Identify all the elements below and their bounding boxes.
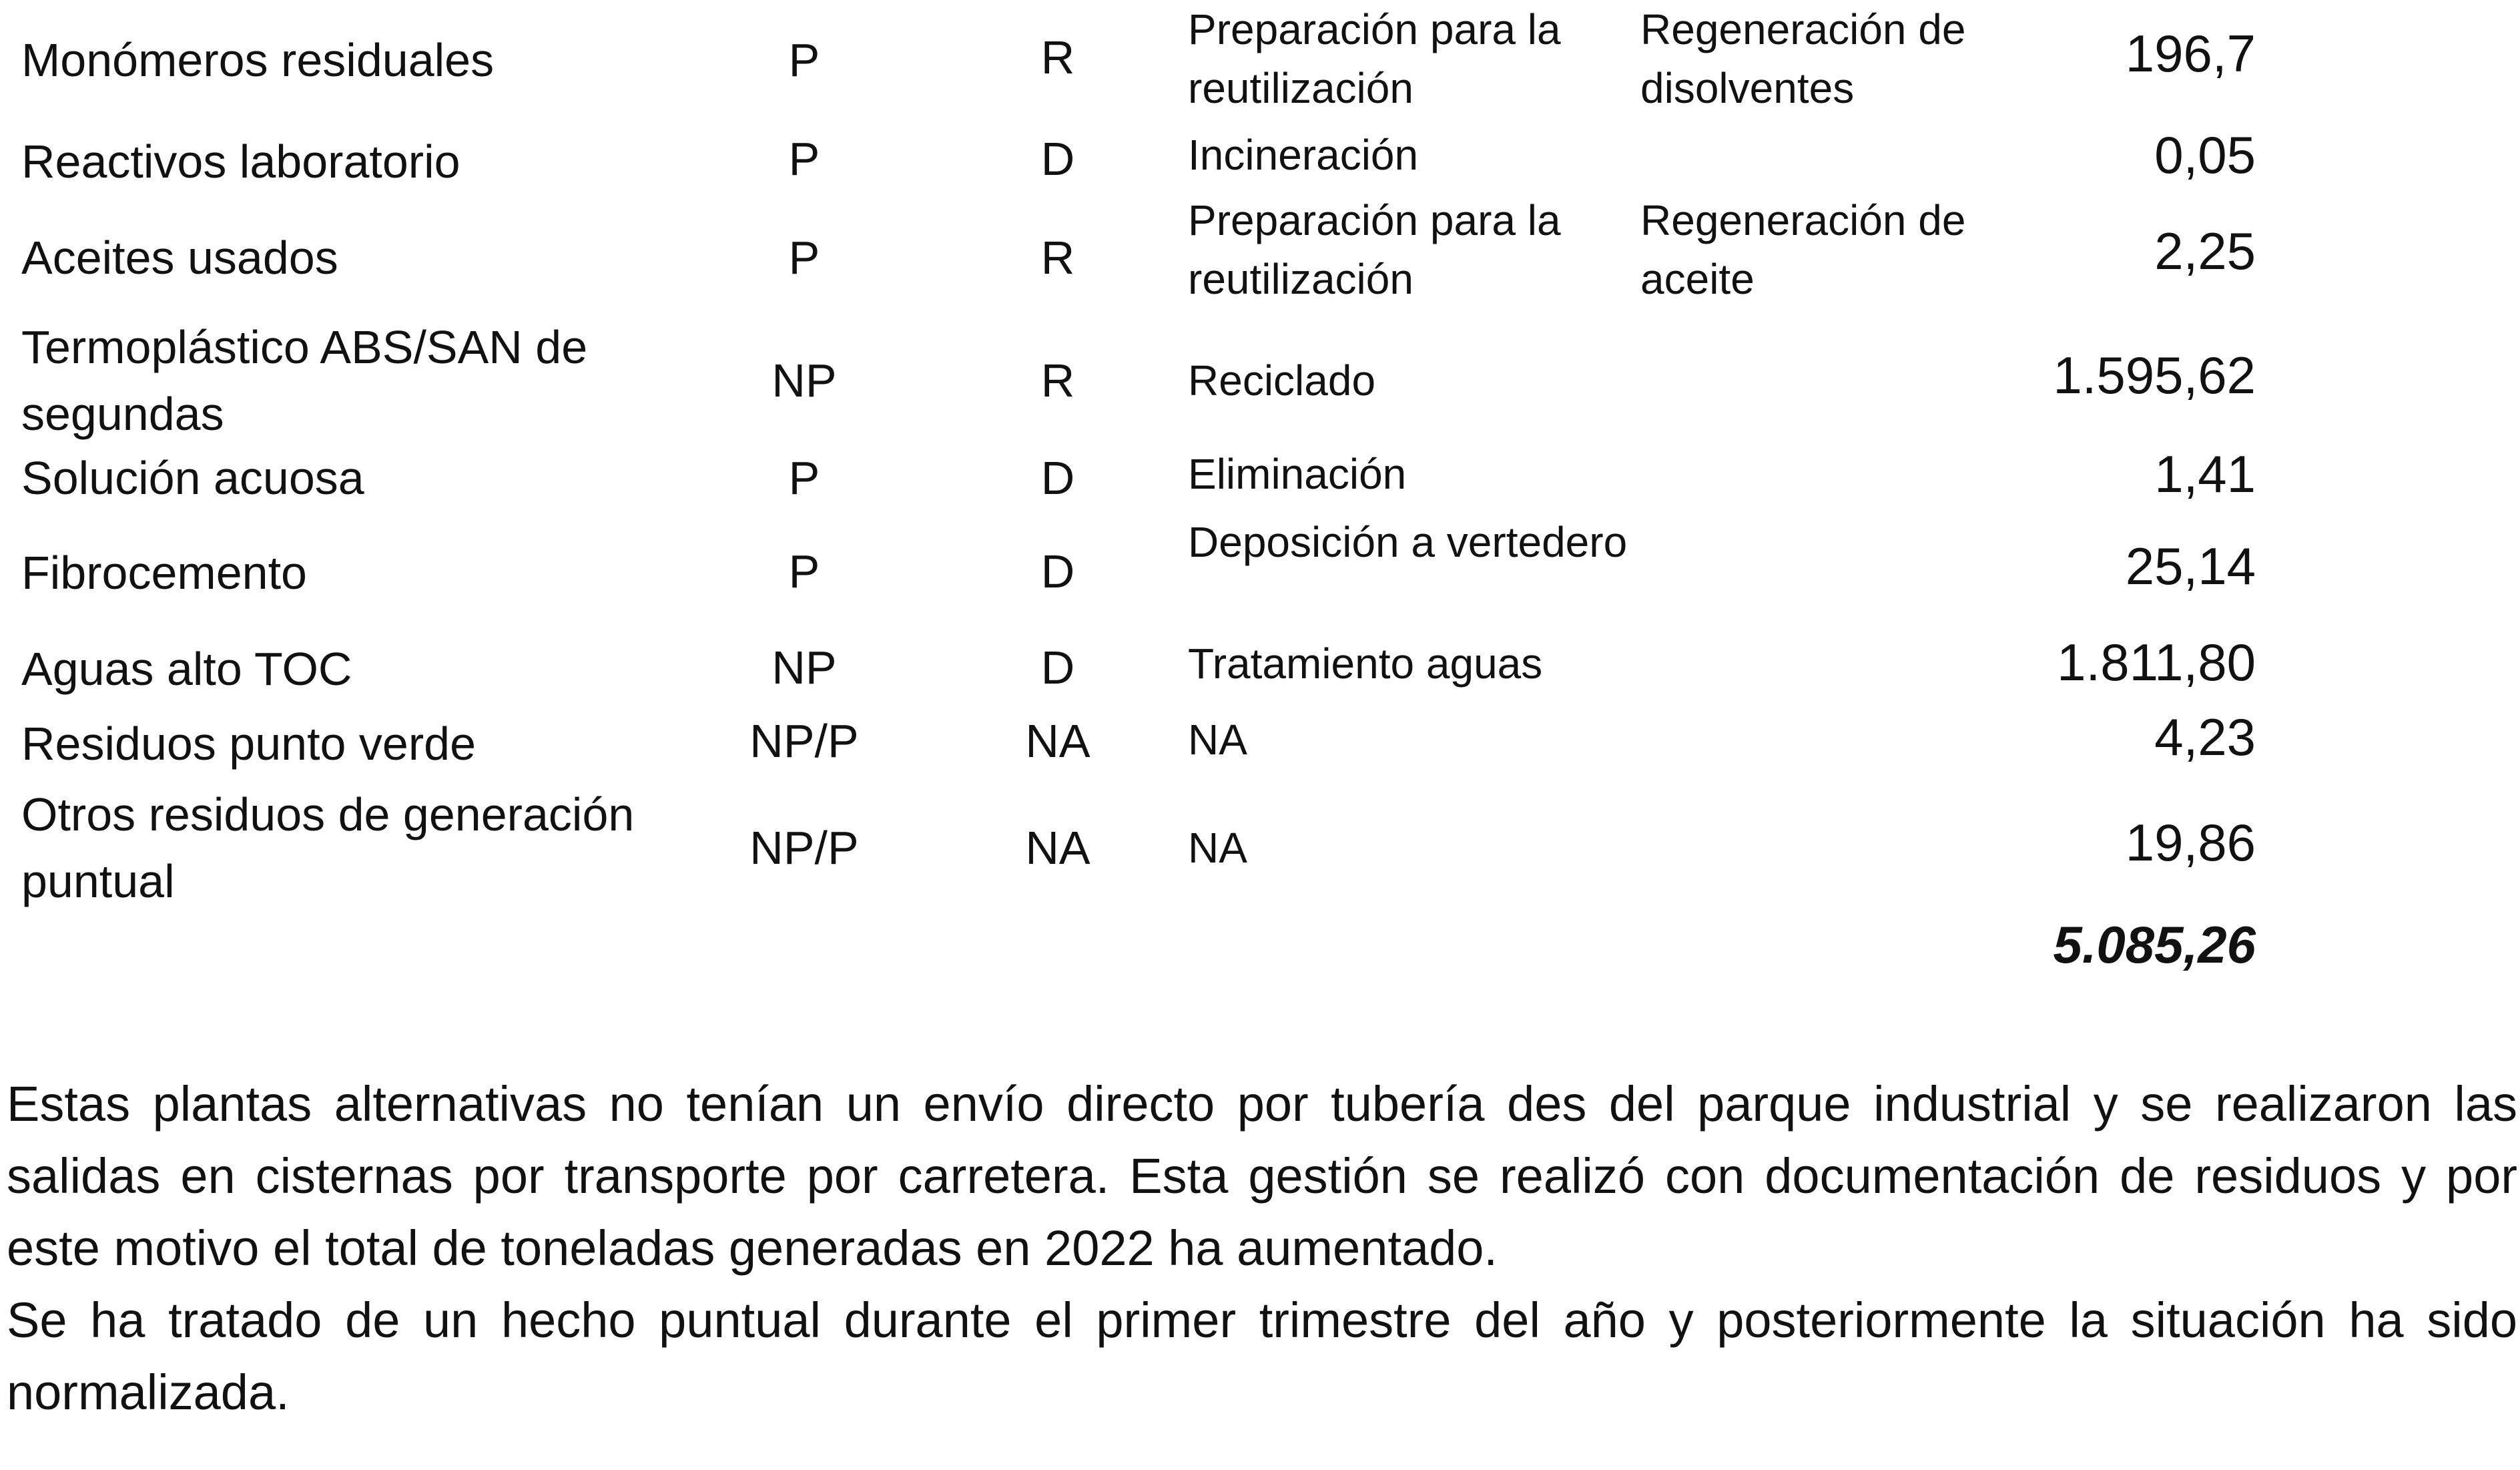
management-operation: Eliminación <box>1188 450 1407 498</box>
waste-name: Residuos punto verde <box>21 718 476 770</box>
hazard-type: NP/P <box>749 715 859 767</box>
hazard-type: P <box>788 545 820 597</box>
recovery-disposal-code: D <box>1040 452 1075 504</box>
waste-name: Otros residuos de generación puntual <box>21 788 635 907</box>
tonnes-value: 2,25 <box>2154 222 2256 280</box>
waste-name: Reactivos laboratorio <box>21 136 460 188</box>
tonnes-value: 1.595,62 <box>2053 346 2256 405</box>
hazard-type: P <box>788 452 820 504</box>
management-operation: Preparación para la reutilización <box>1188 5 1561 112</box>
recovery-disposal-code: R <box>1040 31 1075 83</box>
tonnes-value: 4,23 <box>2154 708 2256 766</box>
hazard-type: P <box>788 34 820 86</box>
hazard-type: P <box>788 133 820 185</box>
hazard-type: NP <box>771 642 837 694</box>
recovery-disposal-code: NA <box>1025 822 1090 874</box>
management-operation: Incineración <box>1188 131 1419 179</box>
recovery-disposal-code: D <box>1040 545 1075 597</box>
management-operation: Deposición a vertedero <box>1188 518 1628 566</box>
hazard-type: NP/P <box>749 822 859 874</box>
waste-name: Monómeros residuales <box>21 34 495 86</box>
body-text <box>7 1068 2517 1429</box>
recovery-disposal-code: NA <box>1025 715 1090 767</box>
management-operation: NA <box>1188 716 1247 764</box>
waste-name: Aceites usados <box>21 232 338 284</box>
recovery-disposal-code: R <box>1040 354 1075 407</box>
operation-detail: Regeneración de aceite <box>1640 196 1966 303</box>
hazard-type: NP <box>771 354 837 407</box>
hazard-type: P <box>788 232 820 284</box>
recovery-disposal-code: D <box>1040 642 1075 694</box>
management-operation: NA <box>1188 824 1247 872</box>
management-operation: Tratamiento aguas <box>1188 640 1543 688</box>
tonnes-value: 1,41 <box>2154 445 2256 503</box>
paragraph: Estas plantas alternativas no tenían un envío directo por tubería des del parque industrial y se realizaron las salidas en cisternas por transporte por carretera. Esta gestión se realizó con documentación de residuos y por este motivo el total de toneladas generadas en 2022 ha aumentado. <box>7 1076 2517 1276</box>
tonnes-value: 25,14 <box>2125 537 2256 595</box>
tonnes-value: 0,05 <box>2154 126 2256 184</box>
waste-name: Aguas alto TOC <box>21 643 352 695</box>
waste-name: Termoplástico ABS/SAN de segundas <box>21 321 588 440</box>
tonnes-value: 1.811,80 <box>2057 633 2256 692</box>
tonnes-value: 196,7 <box>2125 24 2256 83</box>
waste-name: Solución acuosa <box>21 452 364 504</box>
management-operation: Reciclado <box>1188 356 1376 405</box>
recovery-disposal-code: D <box>1040 133 1075 185</box>
recovery-disposal-code: R <box>1040 232 1075 284</box>
waste-name: Fibrocemento <box>21 547 307 599</box>
operation-detail: Regeneración de disolventes <box>1640 5 1966 112</box>
table-total: 5.085,26 <box>2053 915 2256 974</box>
management-operation: Preparación para la reutilización <box>1188 196 1561 303</box>
tonnes-value: 19,86 <box>2125 813 2256 872</box>
paragraph: Se ha tratado de un hecho puntual durante el primer trimestre del año y posteriormente la situación ha sido normalizada. <box>7 1292 2517 1420</box>
